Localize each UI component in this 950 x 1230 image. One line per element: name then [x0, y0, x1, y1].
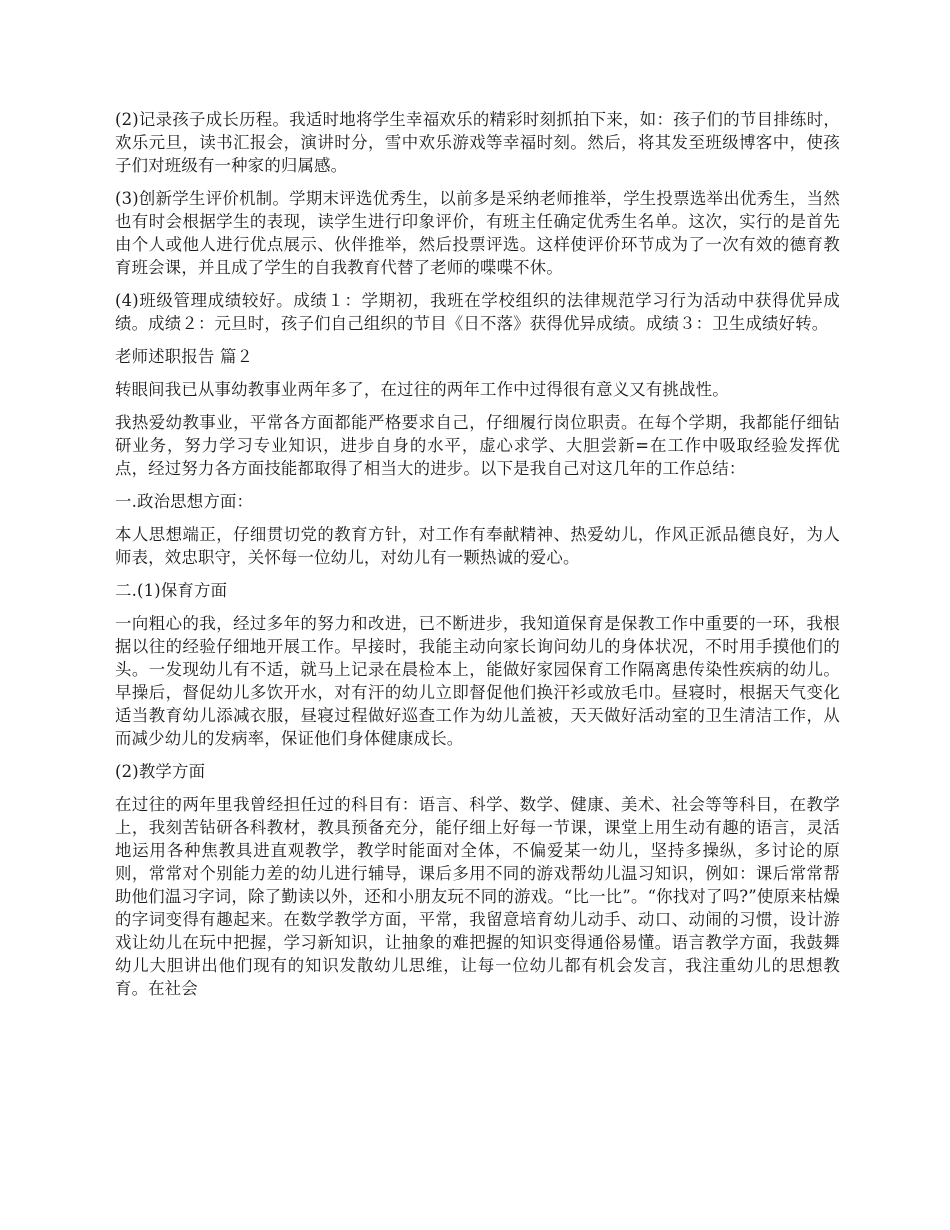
para-self-summary: 我热爱幼教事业，平常各方面都能严格要求自己，仔细履行岗位职责。在每个学期，我都能仔细钻研业务，努力学习专业知识，进步自身的水平，虚心求学、大胆尝新=在工作中吸取经验发挥优点，经过努力各方面技能都取得了相当大的进步。以下是我自己对这几年的工作总结： — [115, 413, 840, 478]
para-political: 本人思想端正，仔细贯切党的教育方针，对工作有奉献精神、热爱幼儿，作风正派品德良好，为人师表，效忠职守，关怀每一位幼儿，对幼儿有一颗热诚的爱心。 — [115, 525, 840, 567]
heading-political: 一.政治思想方面： — [115, 492, 254, 511]
para-care: 一向粗心的我，经过多年的努力和改进，已不断进步，我知道保育是保教工作中重要的一环，我根据以往的经验仔细地开展工作。早接时，我能主动向家长询问幼儿的身体状况，不时用手摸他们的头。一发现幼儿有不适，就马上记录在晨检本上，能做好家园保育工作隔离患传染性疾病的幼儿。早操后，督促幼儿多饮开水，对有汗的幼儿立即督促他们换汗衫或放毛巾。昼寝时，根据天气变化适当教育幼儿添减衣服，昼寝过程做好巡查工作为幼儿盖被，天天做好活动室的卫生清洁工作，从而减少幼儿的发病率，保证他们身体健康成长。 — [115, 614, 840, 748]
para-intro: 转眼间我已从事幼教事业两年多了，在过往的两年工作中过得很有意义又有挑战性。 — [115, 380, 729, 399]
section-title-report-2: 老师述职报告 篇２ — [115, 347, 254, 366]
para-teaching: 在过往的两年里我曾经担任过的科目有：语言、科学、数学、健康、美术、社会等等科目，在教学上，我刻苦钻研各科教材，教具预备充分，能仔细上好每一节课，课堂上用生动有趣的语言，灵活地运用各种焦教具进直观教学，教学时能面对全体，不偏爱某一幼儿，坚持多操纵，多讨论的原则，常常对个别能力差的幼儿进行辅导，课后多用不同的游戏帮幼儿温习知识，例如：课后常常帮助他们温习字词，除了勤读以外，还和小朋友玩不同的游戏。“比一比”。“你找对了吗?”使原来枯燥的字词变得有趣起来。在数学教学方面，平常，我留意培育幼儿动手、动口、动闹的习惯，设计游戏让幼儿在玩中把握，学习新知识，让抽象的难把握的知识变得通俗易懂。语言教学方面，我鼓舞幼儿大胆讲出他们现有的知识发散幼儿思维，让每一位幼儿都有机会发言，我注重幼儿的思想教育。在社会 — [115, 795, 840, 998]
para-record-growth: (2)记录孩子成长历程。我适时地将学生幸福欢乐的精彩时刻抓拍下来，如：孩子们的节目排练时，欢乐元旦，读书汇报会，演讲时分，雪中欢乐游戏等幸福时刻。然后，将其发至班级博客中，使孩子们对班级有一种家的归属感。 — [115, 110, 840, 175]
document-page — [115, 108, 840, 1010]
heading-care: 二.(1)保育方面 — [115, 581, 228, 600]
heading-teaching: (2)教学方面 — [115, 762, 206, 781]
para-management-results: (4)班级管理成绩较好。成绩１：学期初，我班在学校组织的法律规范学习行为活动中获得优异成绩。成绩２：元旦时，孩子们自己组织的节目《日不落》获得优异成绩。成绩３：卫生成绩好转。 — [115, 291, 840, 333]
para-evaluation: (3)创新学生评价机制。学期末评选优秀生，以前多是采纳老师推举，学生投票选举出优秀生，当然也有时会根据学生的表现，读学生进行印象评价，有班主任确定优秀生名单。这次，实行的是首先由个人或他人进行优点展示、伙伴推举，然后投票评选。这样使评价环节成为了一次有效的德育教育班会课，并且成了学生的自我教育代替了老师的喋喋不休。 — [115, 189, 840, 277]
